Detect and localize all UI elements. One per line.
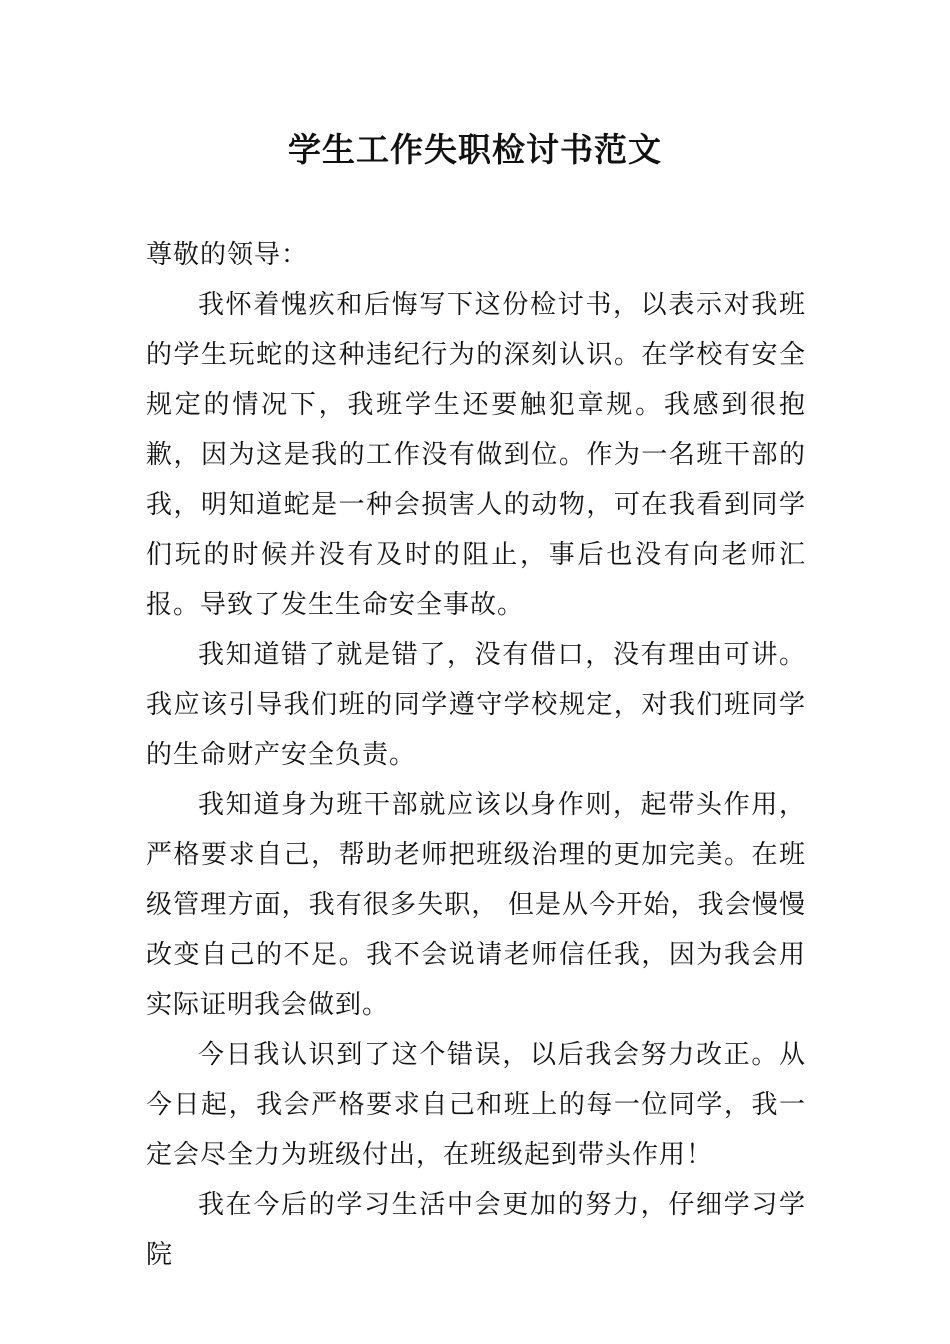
paragraph-4: 今日我认识到了这个错误，以后我会努力改正。从今日起，我会严格要求自己和班上的每一位同学，我一定会尽全力为班级付出，在班级起到带头作用！ xyxy=(146,1040,806,1170)
paragraph-3: 我知道身为班干部就应该以身作则，起带头作用，严格要求自己，帮助老师把班级治理的更加完美。在班级管理方面，我有很多失职， 但是从今开始，我会慢慢改变自己的不足。我不会说请老师信任我，因为我会用实际证明我会做到。 xyxy=(146,790,806,1020)
document-body xyxy=(146,230,806,1280)
paragraph-2: 我知道错了就是错了，没有借口，没有理由可讲。我应该引导我们班的同学遵守学校规定，对我们班同学的生命财产安全负责。 xyxy=(146,640,806,770)
paragraph-5: 我在今后的学习生活中会更加的努力，仔细学习学院 xyxy=(146,1190,806,1270)
salutation: 尊敬的领导： xyxy=(146,240,309,270)
document-title: 学生工作失职检讨书范文 xyxy=(288,130,662,169)
paragraph-1: 我怀着愧疚和后悔写下这份检讨书，以表示对我班的学生玩蛇的这种违纪行为的深刻认识。在学校有安全规定的情况下，我班学生还要触犯章规。我感到很抱歉，因为这是我的工作没有做到位。作为一名班干部的我，明知道蛇是一种会损害人的动物，可在我看到同学们玩的时候并没有及时的阻止，事后也没有向老师汇报。导致了发生生命安全事故。 xyxy=(146,290,806,620)
